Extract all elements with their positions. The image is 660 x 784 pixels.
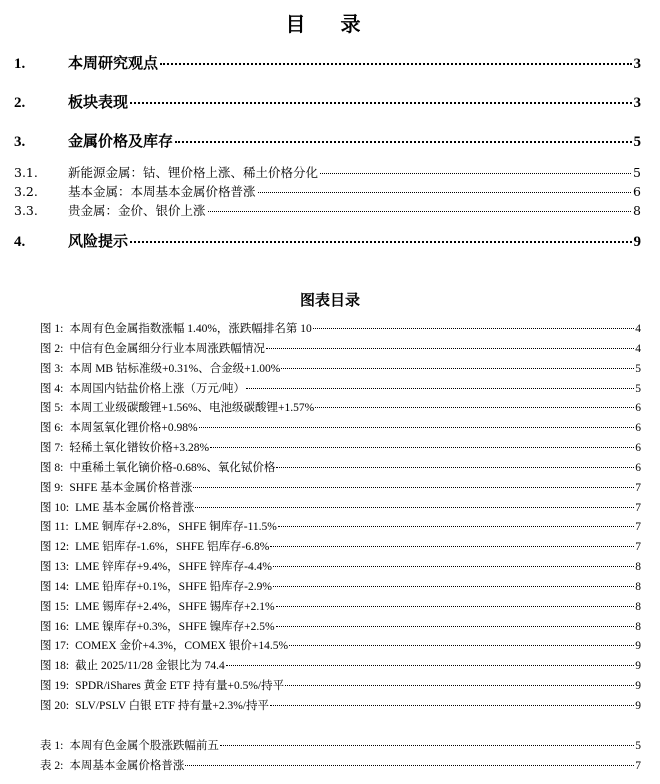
figure-entry[interactable] <box>40 558 641 574</box>
page-number: 9 <box>635 680 641 693</box>
figure-label: 图 17: <box>40 640 70 653</box>
dot-leader <box>276 606 635 607</box>
page-number: 7 <box>635 760 641 772</box>
figure-entry[interactable] <box>40 479 641 495</box>
figure-entry[interactable] <box>40 320 641 336</box>
figure-title: 截止 2025/11/28 金银比为 74.4 <box>75 660 225 673</box>
page-title: 目 录 <box>285 12 375 36</box>
dot-leader <box>130 241 631 243</box>
dot-leader <box>270 546 634 547</box>
figure-entry[interactable] <box>40 459 641 475</box>
figure-title: LME 铜库存+2.8%，SHFE 铜库存-11.5% <box>74 521 277 534</box>
page-number: 8 <box>635 620 641 633</box>
page-number: 6 <box>635 402 641 415</box>
figure-title: 轻稀土氧化镨钕价格+3.28% <box>69 442 210 455</box>
toc-entry[interactable] <box>14 182 641 200</box>
figure-title: 中信有色金属细分行业本周涨跌幅情况 <box>69 342 265 355</box>
toc-entry[interactable] <box>14 163 641 181</box>
page-number: 7 <box>635 521 641 534</box>
dot-leader <box>276 467 634 468</box>
figure-entry[interactable] <box>40 499 641 515</box>
figure-title: 本周工业级碳酸锂+1.56%、电池级碳酸锂+1.57% <box>69 402 315 415</box>
dot-leader <box>276 626 635 627</box>
figure-entry[interactable] <box>40 419 641 435</box>
dot-leader <box>315 407 634 408</box>
figure-title: SLV/PSLV 白银 ETF 持有量+2.3%/持平 <box>75 699 270 712</box>
page-number: 5 <box>635 362 641 375</box>
section-number: 4. <box>14 234 26 250</box>
page-number: 7 <box>635 501 641 514</box>
page-number: 6 <box>635 461 641 474</box>
page-number: 9 <box>635 640 641 653</box>
figure-label: 图 13: <box>40 561 70 574</box>
section-title: 基本金属：本周基本金属价格普涨 <box>68 184 256 199</box>
figure-label: 图 10: <box>40 501 70 514</box>
figure-entry[interactable] <box>40 538 641 554</box>
figure-title: SHFE 基本金属价格普涨 <box>69 481 193 494</box>
figure-label: 图 9: <box>40 481 64 494</box>
figure-entry[interactable] <box>40 697 641 713</box>
dot-leader <box>199 427 635 428</box>
figure-label: 图 5: <box>40 402 64 415</box>
figure-title: 本周氢氧化锂价格+0.98% <box>69 422 198 435</box>
figure-label: 图 11: <box>40 521 69 534</box>
page-number: 4 <box>635 342 641 355</box>
dot-leader <box>258 192 632 193</box>
figure-entry[interactable] <box>40 677 641 693</box>
section-number: 1. <box>14 56 26 72</box>
figure-label: 图 1: <box>40 323 64 335</box>
dot-leader <box>195 507 634 508</box>
page-number: 6 <box>635 422 641 435</box>
figure-title: 中重稀土氧化镝价格-0.68%、氧化铽价格 <box>69 461 276 474</box>
dot-leader <box>220 745 634 746</box>
figure-title: 本周 MB 钴标准级+0.31%、合金级+1.00% <box>69 362 281 375</box>
page-number: 8 <box>635 600 641 613</box>
dot-leader <box>246 388 634 389</box>
figure-entry[interactable] <box>40 380 641 396</box>
dot-leader <box>210 447 634 448</box>
dot-leader <box>175 141 631 143</box>
dot-leader <box>270 705 634 706</box>
figure-label: 图 16: <box>40 620 70 633</box>
page-number: 9 <box>633 234 641 250</box>
dot-leader <box>208 211 632 212</box>
page-number: 3 <box>633 95 641 111</box>
table-title: 本周基本金属价格普涨 <box>69 760 185 772</box>
figure-label: 图 14: <box>40 580 70 593</box>
page-number: 5 <box>633 134 641 150</box>
figure-entry[interactable] <box>40 360 641 376</box>
section-number: 2. <box>14 95 26 111</box>
table-label: 表 1: <box>40 740 64 752</box>
figure-title: LME 铅库存+0.1%，SHFE 铅库存-2.9% <box>75 580 272 593</box>
figure-entry[interactable] <box>40 518 641 534</box>
figure-label: 图 6: <box>40 422 64 435</box>
figure-title: COMEX 金价+4.3%，COMEX 银价+14.5% <box>75 640 289 653</box>
figure-label: 图 2: <box>40 342 64 355</box>
page-number: 9 <box>635 699 641 712</box>
toc-entry[interactable] <box>14 230 641 251</box>
section-title: 风险提示 <box>68 232 129 250</box>
section-title: 贵金属：金价、银价上涨 <box>68 203 206 218</box>
page-number: 4 <box>635 323 641 335</box>
dot-leader <box>193 487 634 488</box>
page-number: 7 <box>635 481 641 494</box>
page-number: 8 <box>633 203 641 218</box>
page-number: 6 <box>635 442 641 455</box>
section-number: 3.1. <box>14 165 38 180</box>
dot-leader <box>281 368 634 369</box>
figure-label: 图 4: <box>40 382 64 395</box>
figure-label: 图 3: <box>40 362 64 375</box>
page-number: 5 <box>635 382 641 395</box>
dot-leader <box>320 173 631 174</box>
figure-label: 图 12: <box>40 541 70 554</box>
figure-title: LME 铝库存-1.6%，SHFE 铝库存-6.8% <box>75 541 270 554</box>
figure-label: 图 19: <box>40 680 70 693</box>
figure-entry[interactable] <box>40 618 641 634</box>
figure-label: 图 8: <box>40 461 64 474</box>
dot-leader <box>226 665 634 666</box>
table-title: 本周有色金属个股涨跌幅前五 <box>69 740 219 752</box>
figure-entry[interactable] <box>40 598 641 614</box>
section-number: 3.2. <box>14 184 38 199</box>
figure-title: 本周国内钴盐价格上涨（万元/吨） <box>69 382 246 395</box>
dot-leader <box>160 63 631 65</box>
figure-entry[interactable] <box>40 439 641 455</box>
section-number: 3. <box>14 134 26 150</box>
figures-title: 图表目录 <box>299 291 360 309</box>
page-number: 7 <box>635 541 641 554</box>
figure-title: LME 锡库存+2.4%，SHFE 锡库存+2.1% <box>75 600 275 613</box>
dot-leader <box>273 566 634 567</box>
section-title: 板块表现 <box>68 93 129 111</box>
page-number: 3 <box>633 56 641 72</box>
page-number: 9 <box>635 660 641 673</box>
section-number: 3.3. <box>14 203 38 218</box>
section-title: 金属价格及库存 <box>68 132 174 150</box>
figure-entry[interactable] <box>40 399 641 415</box>
page-number: 8 <box>635 580 641 593</box>
dot-leader <box>266 348 634 349</box>
figure-entry[interactable] <box>40 657 641 673</box>
figure-label: 图 18: <box>40 660 70 673</box>
dot-leader <box>313 328 634 329</box>
figure-title: LME 基本金属价格普涨 <box>75 501 195 514</box>
page-number: 8 <box>635 561 641 574</box>
table-label: 表 2: <box>40 760 64 772</box>
dot-leader <box>289 645 634 646</box>
dot-leader <box>185 765 634 766</box>
page-number: 5 <box>633 165 641 180</box>
figure-title: SPDR/iShares 黄金 ETF 持有量+0.5%/持平 <box>75 680 285 693</box>
table-entry[interactable] <box>40 757 641 773</box>
figure-entry[interactable] <box>40 340 641 356</box>
figure-label: 图 20: <box>40 699 70 712</box>
figure-label: 图 7: <box>40 442 64 455</box>
section-title: 新能源金属：钴、锂价格上涨、稀土价格分化 <box>68 165 319 180</box>
figure-entry[interactable] <box>40 578 641 594</box>
dot-leader <box>130 102 631 104</box>
figure-title: 本周有色金属指数涨幅 1.40%，涨跌幅排名第 10 <box>69 323 312 335</box>
page-number: 6 <box>633 184 641 199</box>
section-title: 本周研究观点 <box>68 54 159 72</box>
dot-leader <box>273 586 634 587</box>
toc-entry[interactable] <box>14 91 641 112</box>
toc-entry[interactable] <box>14 52 641 73</box>
dot-leader <box>285 685 634 686</box>
table-entry[interactable] <box>40 737 641 753</box>
figure-label: 图 15: <box>40 600 70 613</box>
figure-title: LME 锌库存+9.4%，SHFE 锌库存-4.4% <box>75 561 272 574</box>
toc-entry[interactable] <box>14 130 641 151</box>
figure-entry[interactable] <box>40 637 641 653</box>
toc-entry[interactable] <box>14 201 641 219</box>
figure-title: LME 镍库存+0.3%，SHFE 镍库存+2.5% <box>75 620 275 633</box>
dot-leader <box>278 526 634 527</box>
page-number: 5 <box>635 740 641 752</box>
